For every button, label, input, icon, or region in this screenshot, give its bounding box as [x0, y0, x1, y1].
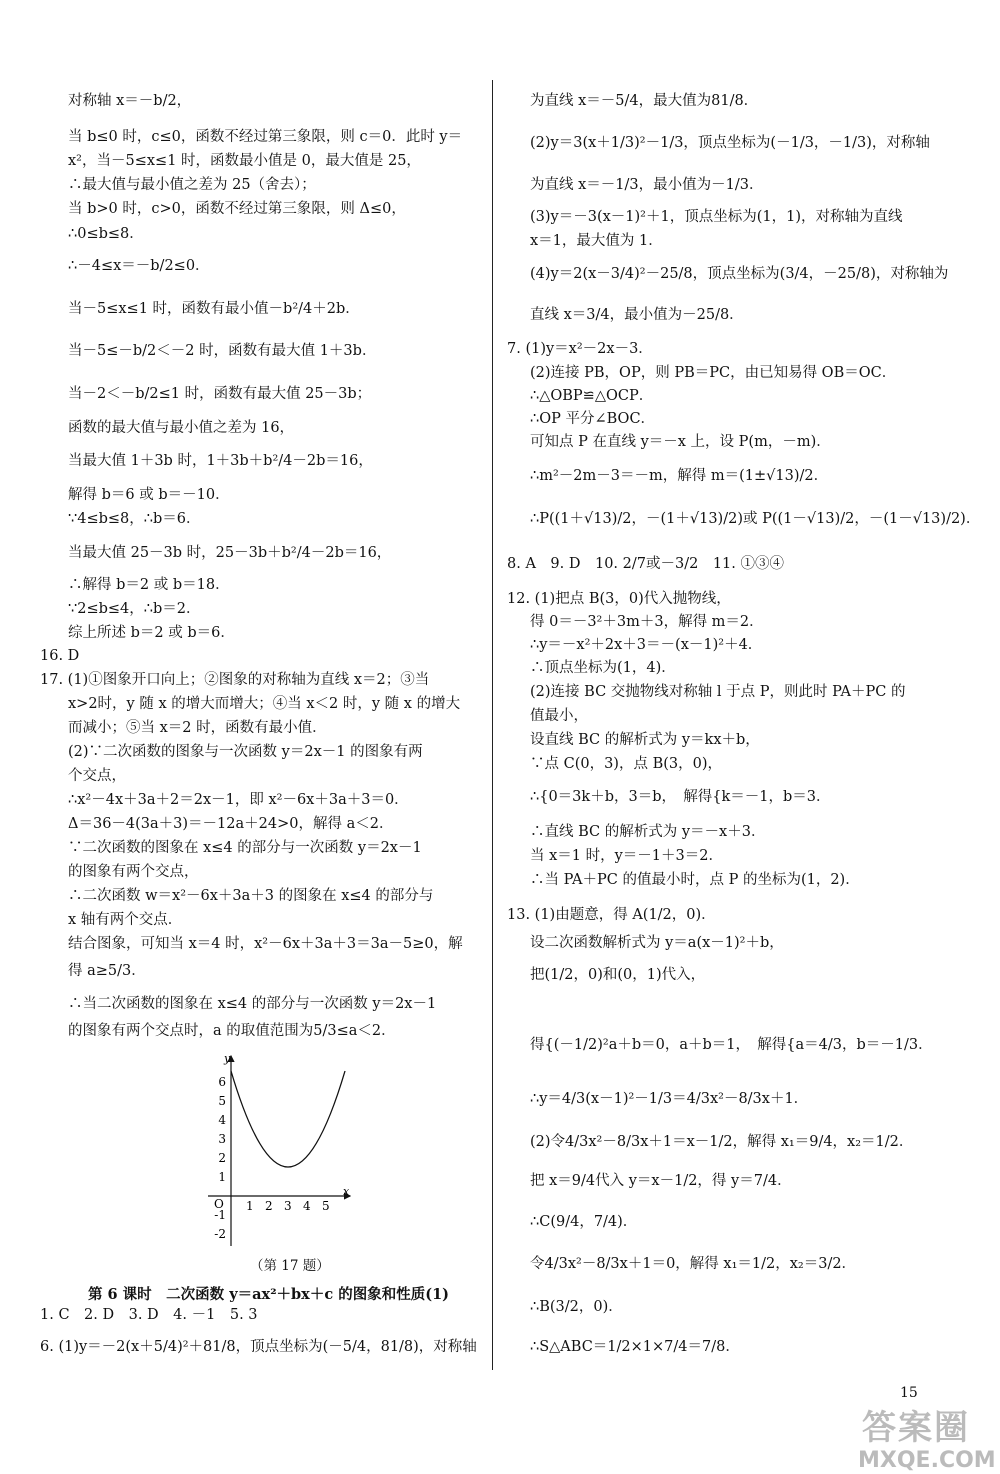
text-line: (4)y＝2(x－3/4)²－25/8，顶点坐标为(3/4，－25/8)，对称轴为 — [530, 266, 949, 282]
answer-7: 7. (1)y＝x²－2x－3． — [507, 341, 653, 357]
text-line: ∵4≤b≤8，∴b＝6． — [68, 511, 201, 527]
text-line: x 轴有两个交点． — [68, 912, 183, 928]
y-axis-label: y — [224, 1052, 231, 1065]
text-line: ∴解得 b＝2 或 b＝18． — [68, 577, 230, 593]
answer-16: 16. D — [40, 648, 80, 664]
text-line: ∴0≤b≤8． — [68, 226, 144, 242]
text-line: 直线 x＝3/4，最小值为－25/8． — [530, 307, 744, 323]
text-line: 当 x＝1 时，y＝－1＋3＝2． — [530, 848, 723, 864]
answer-6: 6. (1)y＝－2(x＋5/4)²＋81/8，顶点坐标为(－5/4，81/8)，对称轴 — [40, 1339, 477, 1355]
text-line: 得 a≥5/3． — [68, 963, 146, 979]
text-line: 函数的最大值与最小值之差为 16， — [68, 420, 295, 436]
x-axis-label: x — [343, 1185, 350, 1198]
text-line: ∴y＝4/3(x－1)²－1/3＝4/3x²－8/3x＋1． — [530, 1091, 809, 1107]
text-line: 综上所述 b＝2 或 b＝6． — [68, 625, 235, 641]
text-line: 当－5≤－b/2＜－2 时，函数有最大值 1＋3b． — [68, 343, 377, 359]
text-line: 的图象有两个交点， — [68, 864, 199, 880]
x-tick-label: 2 — [265, 1199, 273, 1213]
page-number: 15 — [900, 1385, 918, 1401]
text-line: ∴y＝－x²＋2x＋3＝－(x－1)²＋4． — [530, 637, 763, 653]
text-line: ∴二次函数 w＝x²－6x＋3a＋3 的图象在 x≤4 的部分与 — [68, 888, 434, 904]
text-line: ∴OP 平分∠BOC． — [530, 411, 656, 427]
text-line: 得 0＝－3²＋3m＋3，解得 m＝2． — [530, 614, 764, 630]
text-line: 设二次函数解析式为 y＝a(x－1)²＋b， — [530, 935, 784, 951]
origin-label: O — [214, 1197, 224, 1211]
y-tick-label: 1 — [218, 1170, 226, 1184]
text-line: ∴B(3/2，0)． — [530, 1299, 623, 1315]
y-tick-label: -2 — [214, 1227, 226, 1241]
text-line: ∴x²－4x＋3a＋2＝2x－1，即 x²－6x＋3a＋3＝0． — [68, 792, 409, 808]
text-line: ∴△OBP≌△OCP． — [530, 388, 654, 404]
text-line: 当 b≤0 时，c≤0，函数不经过第三象限，则 c＝0．此时 y＝ — [68, 129, 463, 145]
text-line: 可知点 P 在直线 y＝－x 上，设 P(m，－m)． — [530, 434, 831, 450]
answer-8-11: 8. A 9. D 10. 2/7或－3/2 11. ①③④ — [507, 556, 784, 572]
text-line: 得{(－1/2)²a＋b＝0，a＋b＝1， 解得{a＝4/3，b＝－1/3． — [530, 1037, 933, 1053]
text-line: 令4/3x²－8/3x＋1＝0，解得 x₁＝1/2，x₂＝3/2． — [530, 1256, 857, 1272]
text-line: ∴P((1＋√13)/2，－(1＋√13)/2)或 P((1－√13)/2，－(1－√13)/2)． — [530, 511, 981, 527]
text-line: (3)y＝－3(x－1)²＋1，顶点坐标为(1，1)，对称轴为直线 — [530, 209, 903, 225]
text-line: 当最大值 25－3b 时，25－3b＋b²/4－2b＝16， — [68, 545, 392, 561]
text-line: 对称轴 x＝－b/2， — [68, 93, 192, 109]
y-tick-label: 5 — [218, 1094, 226, 1108]
y-tick-label: 2 — [218, 1151, 226, 1165]
text-line: 设直线 BC 的解析式为 y＝kx＋b， — [530, 732, 760, 748]
section-title: 第 6 课时 二次函数 y＝ax²＋bx＋c 的图象和性质(1) — [88, 1286, 450, 1303]
text-line: 而减小；⑤当 x＝2 时，函数有最小值． — [68, 720, 327, 736]
text-line: (2)连接 BC 交抛物线对称轴 l 于点 P，则此时 PA＋PC 的 — [530, 684, 906, 700]
text-line: x＝1，最大值为 1． — [530, 233, 663, 249]
text-line: (2)y＝3(x＋1/3)²－1/3，顶点坐标为(－1/3，－1/3)，对称轴 — [530, 135, 930, 151]
text-line: 把 x＝9/4代入 y＝x－1/2，得 y＝7/4． — [530, 1173, 792, 1189]
text-line: ∴S△ABC＝1/2×1×7/4＝7/8． — [530, 1339, 740, 1355]
x-tick-label: 5 — [322, 1199, 330, 1213]
text-line: 结合图象，可知当 x＝4 时，x²－6x＋3a＋3＝3a－5≥0，解 — [68, 936, 463, 952]
y-tick-label: 4 — [218, 1113, 226, 1127]
text-line: 把(1/2，0)和(0，1)代入， — [530, 967, 706, 983]
text-line: ∴直线 BC 的解析式为 y＝－x＋3． — [530, 824, 766, 840]
y-tick-label: -1 — [214, 1208, 226, 1222]
watermark-mark: 答案圈 — [862, 1408, 970, 1448]
text-line: ∴最大值与最小值之差为 25（舍去）； — [68, 177, 316, 193]
text-line: Δ＝36－4(3a＋3)＝－12a＋24>0，解得 a＜2． — [68, 816, 394, 832]
text-line: 值最小， — [530, 708, 588, 724]
text-line: ∴－4≤x＝－b/2≤0． — [68, 258, 210, 274]
text-line: ∴{0＝3k＋b，3＝b， 解得{k＝－1，b＝3． — [530, 789, 831, 805]
parabola-curve — [231, 1071, 345, 1167]
text-line: 解得 b＝6 或 b＝－10． — [68, 487, 230, 503]
x-tick-label: 3 — [284, 1199, 292, 1213]
text-line: ∵2≤b≤4，∴b＝2． — [68, 601, 201, 617]
answer-12: 12. (1)把点 B(3，0)代入抛物线， — [507, 591, 731, 607]
y-tick-label: 3 — [218, 1132, 226, 1146]
y-tick-label: 6 — [218, 1075, 226, 1089]
text-line: ∴顶点坐标为(1，4)． — [530, 660, 676, 676]
text-line: 为直线 x＝－5/4，最大值为81/8． — [530, 93, 759, 109]
answer-13: 13. (1)由题意，得 A(1/2，0)． — [507, 907, 716, 923]
text-line: 的图象有两个交点时，a 的取值范围为5/3≤a＜2． — [68, 1023, 396, 1039]
watermark-url: MXQE.COM — [858, 1448, 996, 1473]
text-line: 为直线 x＝－1/3，最小值为－1/3． — [530, 177, 764, 193]
figure-caption: （第 17 题） — [250, 1258, 330, 1274]
parabola-graph — [200, 1050, 360, 1250]
text-line: ∵二次函数的图象在 x≤4 的部分与一次函数 y＝2x－1 — [68, 840, 422, 856]
x-tick-label: 1 — [246, 1199, 254, 1213]
text-line: 当 b>0 时，c>0，函数不经过第三象限，则 Δ≤0， — [68, 201, 406, 217]
text-line: ∴当二次函数的图象在 x≤4 的部分与一次函数 y＝2x－1 — [68, 996, 437, 1012]
text-line: (2)连接 PB，OP，则 PB＝PC，由已知易得 OB＝OC． — [530, 365, 897, 381]
text-line: (2)∵二次函数的图象与一次函数 y＝2x－1 的图象有两 — [68, 744, 423, 760]
text-line: ∴m²－2m－3＝－m，解得 m＝(1±√13)/2． — [530, 468, 829, 484]
text-line: x>2时，y 随 x 的增大而增大；④当 x＜2 时，y 随 x 的增大 — [68, 696, 461, 712]
text-line: 当最大值 1＋3b 时，1＋3b＋b²/4－2b＝16， — [68, 453, 373, 469]
text-line: ∴C(9/4，7/4)． — [530, 1214, 638, 1230]
text-line: 当－5≤x≤1 时，函数有最小值－b²/4＋2b． — [68, 301, 360, 317]
column-divider — [492, 80, 493, 1370]
text-line: x²，当－5≤x≤1 时，函数最小值是 0，最大值是 25， — [68, 153, 421, 169]
text-line: 个交点， — [68, 768, 126, 784]
x-tick-label: 4 — [303, 1199, 311, 1213]
text-line: ∴当 PA＋PC 的值最小时，点 P 的坐标为(1，2)． — [530, 872, 860, 888]
text-line: 当－2＜－b/2≤1 时，函数有最大值 25－3b； — [68, 386, 372, 402]
answer-1-5: 1. C 2. D 3. D 4. －1 5. 3 — [40, 1307, 258, 1323]
answer-17: 17. (1)①图象开口向上；②图象的对称轴为直线 x＝2；③当 — [40, 672, 430, 688]
watermark-logo — [840, 1400, 1000, 1474]
text-line: ∵点 C(0，3)，点 B(3，0)， — [530, 756, 722, 772]
text-line: (2)令4/3x²－8/3x＋1＝x－1/2，解得 x₁＝9/4，x₂＝1/2． — [530, 1134, 914, 1150]
